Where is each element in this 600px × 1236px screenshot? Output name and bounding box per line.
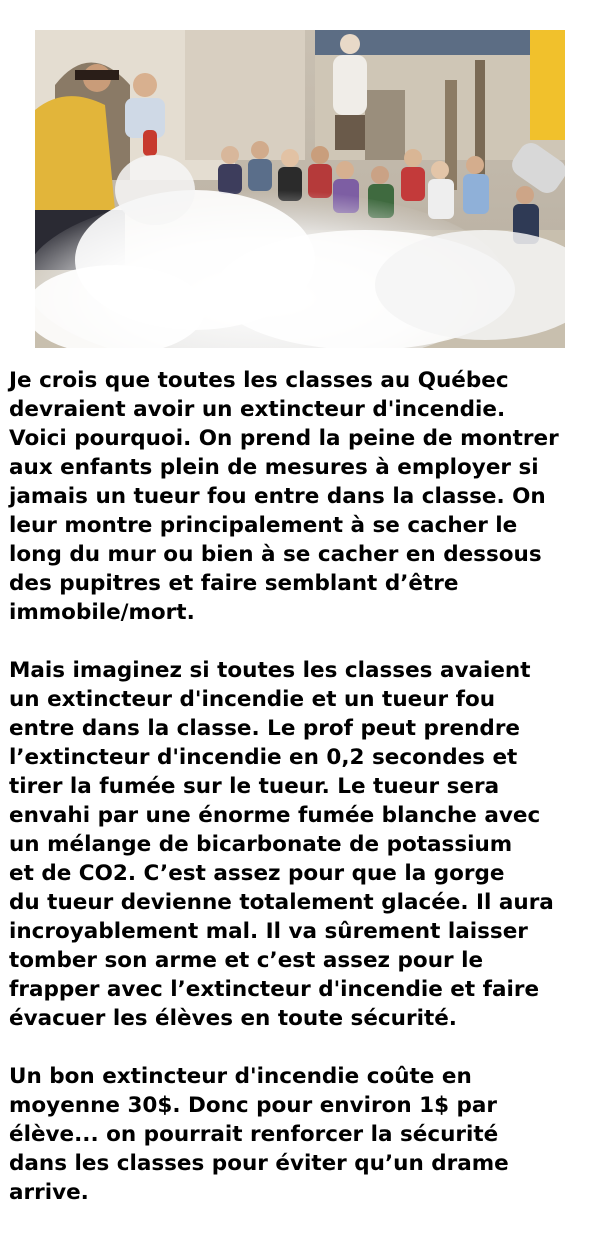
text-line: du tueur devienne totalement glacée. Il aura	[9, 890, 554, 915]
text-line: élève... on pourrait renforcer la sécurité	[9, 1122, 499, 1147]
text-line: tomber son arme et c’est assez pour le	[9, 948, 484, 973]
text-line: devraient avoir un extincteur d'incendie.	[9, 397, 506, 422]
text-line: immobile/mort.	[9, 600, 195, 625]
text-line: incroyablement mal. Il va sûrement laisser	[9, 919, 528, 944]
text-line: entre dans la classe. Le prof peut prendre	[9, 716, 521, 741]
text-line: frapper avec l’extincteur d'incendie et faire	[9, 977, 540, 1002]
text-line: jamais un tueur fou entre dans la classe. On	[9, 484, 546, 509]
text-line: Un bon extincteur d'incendie coûte en	[9, 1064, 472, 1089]
text-line: arrive.	[9, 1180, 89, 1205]
paragraph-1	[9, 366, 599, 627]
text-line: un mélange de bicarbonate de potassium	[9, 832, 513, 857]
text-line: Mais imaginez si toutes les classes avaient	[9, 658, 531, 683]
text-line: un extincteur d'incendie et un tueur fou	[9, 687, 496, 712]
text-line: leur montre principalement à se cacher le	[9, 513, 518, 538]
text-line: l’extincteur d'incendie en 0,2 secondes et	[9, 745, 518, 770]
text-line: des pupitres et faire semblant d’être	[9, 571, 459, 596]
text-line: et de CO2. C’est assez pour que la gorge	[9, 861, 505, 886]
text-line: évacuer les élèves en toute sécurité.	[9, 1006, 457, 1031]
text-line: Je crois que toutes les classes au Québec	[9, 368, 509, 393]
text-line: dans les classes pour éviter qu’un drame	[9, 1151, 509, 1176]
text-line: moyenne 30$. Donc pour environ 1$ par	[9, 1093, 498, 1118]
text-line: aux enfants plein de mesures à employer si	[9, 455, 539, 480]
article-text	[9, 366, 599, 1236]
paragraph-2	[9, 656, 599, 1033]
demo-photo	[35, 30, 565, 348]
text-line: Voici pourquoi. On prend la peine de montrer	[9, 426, 559, 451]
text-line: envahi par une énorme fumée blanche avec	[9, 803, 541, 828]
text-line: tirer la fumée sur le tueur. Le tueur sera	[9, 774, 500, 799]
photo-illustration	[35, 30, 565, 348]
text-line: long du mur ou bien à se cacher en dessous	[9, 542, 542, 567]
paragraph-3	[9, 1062, 599, 1207]
